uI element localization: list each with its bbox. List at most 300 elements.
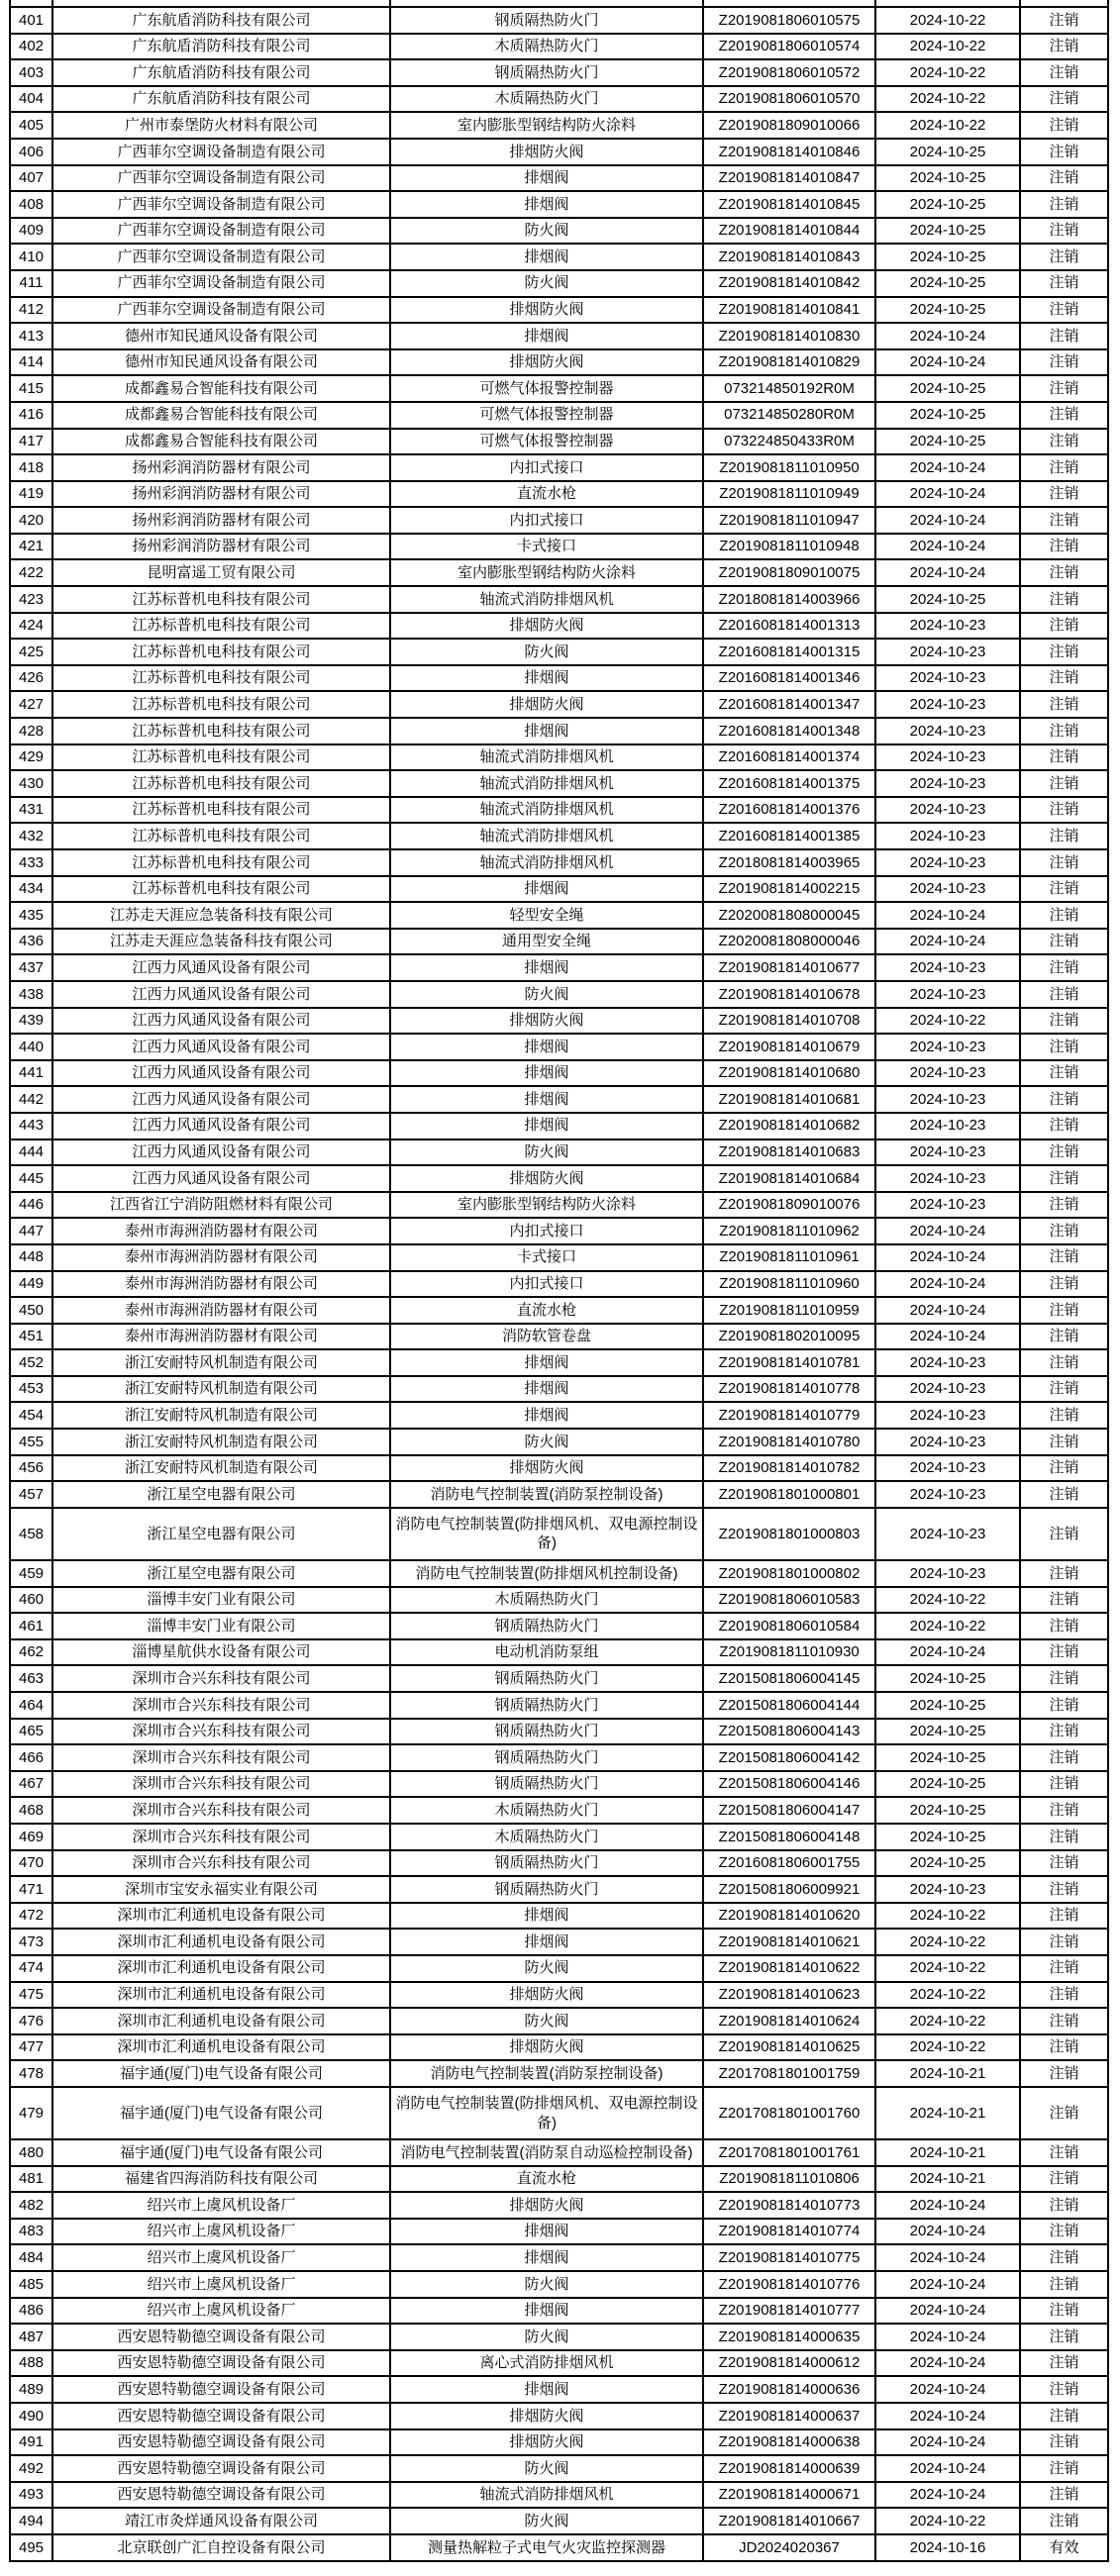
no-cell: 475	[10, 1982, 52, 2009]
date-cell: 2024-10-25	[875, 218, 1020, 245]
date-cell: 2024-10-16	[875, 2534, 1020, 2561]
status-cell: 注销	[1020, 270, 1108, 297]
no-cell: 472	[10, 1903, 52, 1930]
status-cell: 注销	[1020, 559, 1108, 586]
company-cell: 江苏标普机电科技有限公司	[52, 613, 390, 640]
table-row	[10, 823, 1108, 849]
cert-cell: Z2019081806010583	[703, 1587, 875, 1614]
company-cell: 江西力风通风设备有限公司	[52, 1139, 390, 1166]
date-cell: 2024-10-23	[875, 1508, 1020, 1560]
no-cell: 436	[10, 929, 52, 955]
no-cell: 479	[10, 2087, 52, 2139]
status-cell: 注销	[1020, 1719, 1108, 1745]
cert-cell: 073214850192R0M	[703, 375, 875, 402]
company-cell: 深圳市汇利通机电设备有限公司	[52, 2008, 390, 2034]
status-cell: 注销	[1020, 244, 1108, 270]
company-cell: 深圳市汇利通机电设备有限公司	[52, 1929, 390, 1955]
status-cell: 注销	[1020, 823, 1108, 849]
company-cell: 广西菲尔空调设备制造有限公司	[52, 244, 390, 270]
cert-cell: Z2017081801001760	[703, 2087, 875, 2139]
date-cell: 2024-10-24	[875, 2271, 1020, 2298]
date-cell: 2024-10-23	[875, 1455, 1020, 1482]
date-cell: 2024-10-25	[875, 1744, 1020, 1771]
status-cell: 注销	[1020, 1008, 1108, 1035]
company-cell: 江西力风通风设备有限公司	[52, 1113, 390, 1139]
cert-cell: Z2019081814010708	[703, 1008, 875, 1035]
company-cell: 深圳市合兴东科技有限公司	[52, 1850, 390, 1877]
cert-cell: Z2019081811010949	[703, 481, 875, 508]
cert-cell: Z2019081814010776	[703, 2271, 875, 2298]
cert-cell: Z2019081802010095	[703, 1324, 875, 1350]
product-cell: 轻型安全绳	[390, 902, 703, 929]
product-cell: 排烟阀	[390, 165, 703, 192]
cert-cell: Z2019081814010846	[703, 139, 875, 165]
product-cell: 排烟阀	[390, 191, 703, 218]
no-cell: 411	[10, 270, 52, 297]
table-row	[10, 2139, 1108, 2166]
date-cell: 2024-10-25	[875, 270, 1020, 297]
status-cell: 注销	[1020, 2060, 1108, 2087]
table-row	[10, 1481, 1108, 1508]
table-row	[10, 2324, 1108, 2350]
date-cell: 2024-10-23	[875, 1376, 1020, 1403]
no-cell: 460	[10, 1587, 52, 1614]
product-cell: 木质隔热防火门	[390, 1587, 703, 1614]
date-cell: 2024-10-23	[875, 665, 1020, 692]
table-row	[10, 586, 1108, 613]
cert-cell: Z2019081814010621	[703, 1929, 875, 1955]
table-row	[10, 1402, 1108, 1429]
no-cell: 448	[10, 1244, 52, 1271]
no-cell: 454	[10, 1402, 52, 1429]
product-cell: 防火阀	[390, 2324, 703, 2350]
status-cell: 注销	[1020, 2508, 1108, 2534]
date-cell: 2024-10-24	[875, 481, 1020, 508]
cert-cell: Z2019081811010962	[703, 1218, 875, 1244]
cert-cell: Z2019081811010930	[703, 1639, 875, 1666]
product-cell: 内扣式接口	[390, 1271, 703, 1298]
product-cell: 排烟阀	[390, 2298, 703, 2325]
date-cell: 2024-10-23	[875, 718, 1020, 744]
table-row	[10, 1165, 1108, 1192]
product-cell: 排烟防火阀	[390, 613, 703, 640]
company-cell: 福宇通(厦门)电气设备有限公司	[52, 2139, 390, 2166]
product-cell: 防火阀	[390, 2455, 703, 2482]
product-cell: 排烟阀	[390, 876, 703, 903]
cert-cell: Z2019081814010781	[703, 1349, 875, 1376]
table-row	[10, 559, 1108, 586]
company-cell: 深圳市汇利通机电设备有限公司	[52, 1903, 390, 1930]
table-row	[10, 1218, 1108, 1244]
company-cell: 泰州市海洲消防器材有限公司	[52, 1244, 390, 1271]
company-cell: 江苏标普机电科技有限公司	[52, 744, 390, 771]
table-row	[10, 613, 1108, 640]
date-cell: 2024-10-24	[875, 534, 1020, 560]
date-cell: 2024-10-21	[875, 2060, 1020, 2087]
status-cell: 注销	[1020, 797, 1108, 824]
cert-cell: Z2019081814010830	[703, 323, 875, 349]
company-cell: 绍兴市上虞风机设备厂	[52, 2192, 390, 2219]
cert-cell: Z2017081801001761	[703, 2139, 875, 2166]
table-row	[10, 1639, 1108, 1666]
product-cell: 防火阀	[390, 1429, 703, 1455]
cert-cell: Z2019081814010681	[703, 1086, 875, 1113]
table-row	[10, 2219, 1108, 2245]
date-cell: 2024-10-21	[875, 2087, 1020, 2139]
company-cell: 淄博星航供水设备有限公司	[52, 1639, 390, 1666]
product-cell: 排烟防火阀	[390, 691, 703, 718]
cert-cell: Z2019081814010780	[703, 1429, 875, 1455]
cert-cell: Z2015081806004144	[703, 1692, 875, 1719]
no-cell: 414	[10, 349, 52, 376]
company-cell: 福宇通(厦门)电气设备有限公司	[52, 2087, 390, 2139]
date-cell: 2024-10-25	[875, 244, 1020, 270]
status-cell: 注销	[1020, 613, 1108, 640]
status-cell: 注销	[1020, 1481, 1108, 1508]
product-cell: 内扣式接口	[390, 454, 703, 481]
company-cell: 广西菲尔空调设备制造有限公司	[52, 191, 390, 218]
status-cell: 注销	[1020, 770, 1108, 797]
table-row	[10, 1113, 1108, 1139]
cert-cell: Z2020081808000045	[703, 902, 875, 929]
company-cell: 江苏标普机电科技有限公司	[52, 691, 390, 718]
status-cell: 注销	[1020, 1929, 1108, 1955]
table-row	[10, 1850, 1108, 1877]
status-cell: 注销	[1020, 1165, 1108, 1192]
table-row	[10, 1376, 1108, 1403]
table-row	[10, 744, 1108, 771]
date-cell: 2024-10-22	[875, 34, 1020, 60]
cert-cell: Z2016081814001315	[703, 639, 875, 665]
no-cell: 480	[10, 2139, 52, 2166]
table-row	[10, 797, 1108, 824]
status-cell	[1020, 0, 1108, 7]
date-cell: 2024-10-23	[875, 876, 1020, 903]
cert-cell: Z2019081814010843	[703, 244, 875, 270]
cert-cell: Z2019081814010777	[703, 2298, 875, 2325]
cert-cell: Z2019081814010620	[703, 1903, 875, 1930]
cert-cell: Z2019081806010572	[703, 59, 875, 86]
product-cell: 防火阀	[390, 1139, 703, 1166]
no-cell: 456	[10, 1455, 52, 1482]
company-cell: 靖江市灸烊通风设备有限公司	[52, 2508, 390, 2534]
company-cell: 广东航盾消防科技有限公司	[52, 59, 390, 86]
product-cell: 可燃气体报警控制器	[390, 375, 703, 402]
no-cell: 439	[10, 1008, 52, 1035]
date-cell: 2024-10-24	[875, 507, 1020, 534]
no-cell: 420	[10, 507, 52, 534]
product-cell: 防火阀	[390, 2271, 703, 2298]
status-cell: 注销	[1020, 7, 1108, 34]
no-cell	[10, 0, 52, 7]
no-cell: 425	[10, 639, 52, 665]
product-cell: 钢质隔热防火门	[390, 1850, 703, 1877]
no-cell: 453	[10, 1376, 52, 1403]
date-cell: 2024-10-23	[875, 797, 1020, 824]
no-cell: 422	[10, 559, 52, 586]
table-row	[10, 1244, 1108, 1271]
table-row	[10, 1719, 1108, 1745]
date-cell: 2024-10-23	[875, 1349, 1020, 1376]
cert-cell: Z2019081814000636	[703, 2376, 875, 2403]
cert-table-body	[10, 0, 1108, 2561]
product-cell: 排烟防火阀	[390, 1008, 703, 1035]
date-cell: 2024-10-24	[875, 2219, 1020, 2245]
no-cell: 428	[10, 718, 52, 744]
table-row	[10, 1508, 1108, 1560]
date-cell: 2024-10-22	[875, 59, 1020, 86]
status-cell: 注销	[1020, 1218, 1108, 1244]
no-cell: 441	[10, 1060, 52, 1087]
date-cell: 2024-10-23	[875, 691, 1020, 718]
product-cell: 防火阀	[390, 2508, 703, 2534]
cert-table	[9, 0, 1109, 2562]
status-cell: 注销	[1020, 2403, 1108, 2429]
status-cell: 注销	[1020, 691, 1108, 718]
status-cell: 注销	[1020, 929, 1108, 955]
table-row	[10, 1139, 1108, 1166]
company-cell: 福建省四海消防科技有限公司	[52, 2166, 390, 2193]
product-cell: 排烟防火阀	[390, 1165, 703, 1192]
company-cell: 广西菲尔空调设备制造有限公司	[52, 165, 390, 192]
status-cell: 注销	[1020, 2376, 1108, 2403]
cert-cell: Z2019081801000803	[703, 1508, 875, 1560]
date-cell: 2024-10-23	[875, 1139, 1020, 1166]
cert-cell: Z2019081814010677	[703, 954, 875, 981]
table-row	[10, 191, 1108, 218]
product-cell	[390, 0, 703, 7]
table-row	[10, 2350, 1108, 2377]
company-cell: 扬州彩润消防器材有限公司	[52, 534, 390, 560]
status-cell: 注销	[1020, 323, 1108, 349]
status-cell: 注销	[1020, 1613, 1108, 1639]
cert-cell: Z2019081814010684	[703, 1165, 875, 1192]
date-cell: 2024-10-21	[875, 2139, 1020, 2166]
cert-cell: Z2019081814000635	[703, 2324, 875, 2350]
date-cell: 2024-10-23	[875, 823, 1020, 849]
product-cell: 排烟防火阀	[390, 2034, 703, 2061]
product-cell: 排烟阀	[390, 2244, 703, 2271]
cert-cell: Z2019081809010076	[703, 1192, 875, 1219]
date-cell: 2024-10-25	[875, 1824, 1020, 1850]
date-cell: 2024-10-24	[875, 2403, 1020, 2429]
date-cell: 2024-10-22	[875, 86, 1020, 113]
date-cell: 2024-10-23	[875, 1876, 1020, 1903]
company-cell: 深圳市合兴东科技有限公司	[52, 1744, 390, 1771]
cert-cell: Z2019081814010622	[703, 1955, 875, 1982]
product-cell: 通用型安全绳	[390, 929, 703, 955]
company-cell: 广西菲尔空调设备制造有限公司	[52, 297, 390, 324]
no-cell: 483	[10, 2219, 52, 2245]
table-row	[10, 2166, 1108, 2193]
company-cell: 深圳市合兴东科技有限公司	[52, 1665, 390, 1692]
cert-cell: Z2020081808000046	[703, 929, 875, 955]
no-cell: 443	[10, 1113, 52, 1139]
company-cell: 江西力风通风设备有限公司	[52, 1060, 390, 1087]
cert-cell	[703, 0, 875, 7]
product-cell: 排烟阀	[390, 1034, 703, 1060]
table-row	[10, 2376, 1108, 2403]
company-cell: 广州市泰堡防火材料有限公司	[52, 112, 390, 139]
date-cell	[875, 0, 1020, 7]
date-cell: 2024-10-23	[875, 1560, 1020, 1587]
product-cell: 排烟防火阀	[390, 1455, 703, 1482]
date-cell: 2024-10-24	[875, 902, 1020, 929]
product-cell: 钢质隔热防火门	[390, 1665, 703, 1692]
no-cell: 413	[10, 323, 52, 349]
product-cell: 内扣式接口	[390, 507, 703, 534]
status-cell: 注销	[1020, 2166, 1108, 2193]
table-row	[10, 1692, 1108, 1719]
date-cell: 2024-10-24	[875, 1324, 1020, 1350]
table-row	[10, 1008, 1108, 1035]
product-cell: 排烟防火阀	[390, 139, 703, 165]
table-row	[10, 86, 1108, 113]
product-cell: 木质隔热防火门	[390, 1824, 703, 1850]
date-cell: 2024-10-21	[875, 2166, 1020, 2193]
company-cell: 德州市知民通风设备有限公司	[52, 349, 390, 376]
table-row	[10, 112, 1108, 139]
no-cell: 444	[10, 1139, 52, 1166]
status-cell: 注销	[1020, 2139, 1108, 2166]
table-row	[10, 454, 1108, 481]
company-cell: 广西菲尔空调设备制造有限公司	[52, 139, 390, 165]
no-cell: 403	[10, 59, 52, 86]
date-cell: 2024-10-22	[875, 2008, 1020, 2034]
cert-cell: Z2015081806004143	[703, 1719, 875, 1745]
status-cell: 注销	[1020, 1560, 1108, 1587]
date-cell: 2024-10-25	[875, 1771, 1020, 1798]
status-cell: 注销	[1020, 139, 1108, 165]
product-cell: 排烟防火阀	[390, 2403, 703, 2429]
company-cell: 江苏标普机电科技有限公司	[52, 876, 390, 903]
status-cell: 注销	[1020, 1113, 1108, 1139]
date-cell: 2024-10-24	[875, 2324, 1020, 2350]
company-cell: 浙江星空电器有限公司	[52, 1508, 390, 1560]
date-cell: 2024-10-24	[875, 1244, 1020, 1271]
date-cell: 2024-10-24	[875, 2350, 1020, 2377]
no-cell: 412	[10, 297, 52, 324]
cert-cell: Z2019081814010667	[703, 2508, 875, 2534]
product-cell: 防火阀	[390, 218, 703, 245]
company-cell: 成都鑫易合智能科技有限公司	[52, 402, 390, 429]
cert-cell: JD2024020367	[703, 2534, 875, 2561]
status-cell: 注销	[1020, 1060, 1108, 1087]
status-cell: 注销	[1020, 2008, 1108, 2034]
no-cell: 429	[10, 744, 52, 771]
company-cell: 江苏标普机电科技有限公司	[52, 665, 390, 692]
cert-cell: Z2019081801000802	[703, 1560, 875, 1587]
table-row	[10, 849, 1108, 876]
date-cell: 2024-10-23	[875, 1402, 1020, 1429]
date-cell: 2024-10-25	[875, 1850, 1020, 1877]
product-cell: 消防电气控制装置(防排烟风机、双电源控制设备)	[390, 1508, 703, 1560]
cert-cell: 073224850433R0M	[703, 429, 875, 455]
status-cell: 注销	[1020, 1297, 1108, 1324]
no-cell: 450	[10, 1297, 52, 1324]
product-cell: 排烟阀	[390, 1903, 703, 1930]
status-cell: 注销	[1020, 165, 1108, 192]
company-cell: 深圳市汇利通机电设备有限公司	[52, 1955, 390, 1982]
no-cell: 467	[10, 1771, 52, 1798]
date-cell: 2024-10-23	[875, 1060, 1020, 1087]
status-cell: 注销	[1020, 1349, 1108, 1376]
status-cell: 注销	[1020, 1665, 1108, 1692]
no-cell: 487	[10, 2324, 52, 2350]
company-cell: 西安恩特勒德空调设备有限公司	[52, 2455, 390, 2482]
product-cell: 排烟防火阀	[390, 2429, 703, 2456]
company-cell: 淄博丰安门业有限公司	[52, 1613, 390, 1639]
table-row	[10, 1824, 1108, 1850]
date-cell: 2024-10-25	[875, 165, 1020, 192]
no-cell: 478	[10, 2060, 52, 2087]
company-cell: 扬州彩润消防器材有限公司	[52, 507, 390, 534]
cert-cell: Z2015081806004146	[703, 1771, 875, 1798]
product-cell: 直流水枪	[390, 1297, 703, 1324]
table-row	[10, 349, 1108, 376]
product-cell: 排烟阀	[390, 1402, 703, 1429]
status-cell: 注销	[1020, 218, 1108, 245]
status-cell: 注销	[1020, 2034, 1108, 2061]
table-row	[10, 534, 1108, 560]
no-cell: 402	[10, 34, 52, 60]
status-cell: 注销	[1020, 586, 1108, 613]
company-cell: 深圳市合兴东科技有限公司	[52, 1797, 390, 1824]
cert-cell: Z2019081814000637	[703, 2403, 875, 2429]
company-cell: 浙江安耐特风机制造有限公司	[52, 1402, 390, 1429]
product-cell: 钢质隔热防火门	[390, 1719, 703, 1745]
product-cell: 室内膨胀型钢结构防火涂料	[390, 1192, 703, 1219]
status-cell: 注销	[1020, 1744, 1108, 1771]
product-cell: 离心式消防排烟风机	[390, 2350, 703, 2377]
date-cell: 2024-10-23	[875, 1165, 1020, 1192]
table-row	[10, 1060, 1108, 1087]
table-row	[10, 902, 1108, 929]
company-cell: 江西力风通风设备有限公司	[52, 954, 390, 981]
status-cell: 注销	[1020, 665, 1108, 692]
no-cell: 461	[10, 1613, 52, 1639]
company-cell: 绍兴市上虞风机设备厂	[52, 2244, 390, 2271]
no-cell: 447	[10, 1218, 52, 1244]
no-cell: 470	[10, 1850, 52, 1877]
product-cell: 钢质隔热防火门	[390, 1771, 703, 1798]
date-cell: 2024-10-24	[875, 929, 1020, 955]
product-cell: 排烟阀	[390, 718, 703, 744]
company-cell: 浙江星空电器有限公司	[52, 1560, 390, 1587]
status-cell: 注销	[1020, 2455, 1108, 2482]
cert-cell: Z2019081814010844	[703, 218, 875, 245]
cert-cell: Z2019081811010806	[703, 2166, 875, 2193]
table-row	[10, 2534, 1108, 2561]
company-cell: 泰州市海洲消防器材有限公司	[52, 1218, 390, 1244]
product-cell: 直流水枪	[390, 2166, 703, 2193]
table-row	[10, 218, 1108, 245]
company-cell: 广西菲尔空调设备制造有限公司	[52, 218, 390, 245]
status-cell: 注销	[1020, 1192, 1108, 1219]
company-cell: 江苏标普机电科技有限公司	[52, 797, 390, 824]
product-cell: 木质隔热防火门	[390, 34, 703, 60]
no-cell: 462	[10, 1639, 52, 1666]
status-cell: 注销	[1020, 454, 1108, 481]
no-cell: 423	[10, 586, 52, 613]
date-cell: 2024-10-24	[875, 1639, 1020, 1666]
cert-cell: Z2019081814000639	[703, 2455, 875, 2482]
date-cell: 2024-10-25	[875, 429, 1020, 455]
status-cell: 注销	[1020, 1982, 1108, 2009]
cert-cell: Z2015081806004142	[703, 1744, 875, 1771]
status-cell: 注销	[1020, 402, 1108, 429]
no-cell: 488	[10, 2350, 52, 2377]
